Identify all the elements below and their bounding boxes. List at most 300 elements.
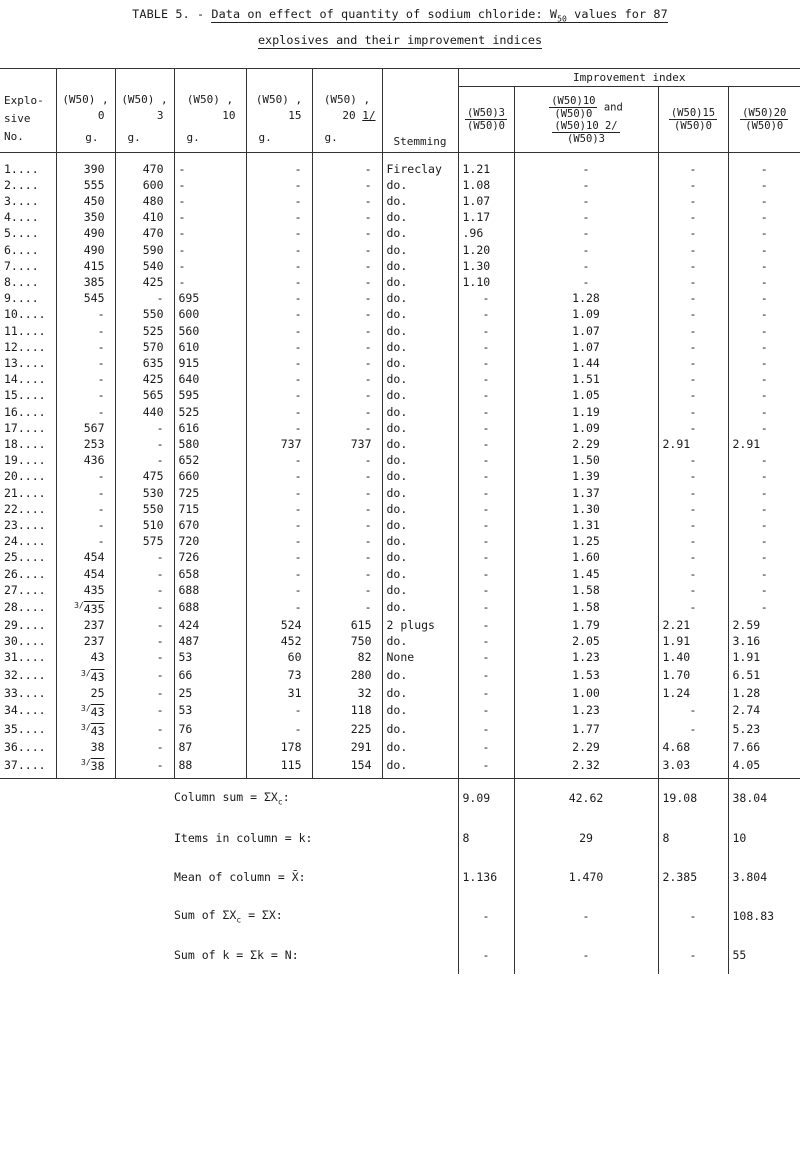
cell-i20: 6.51	[728, 666, 800, 685]
cell-no: 2....	[4, 177, 39, 192]
cell-w0: $^{3/}$43	[56, 701, 115, 720]
table-row	[0, 339, 800, 355]
cell-i15: -	[658, 452, 728, 468]
cell-i3: -	[458, 720, 514, 739]
cell-no: 11....	[4, 323, 46, 338]
cell-i10: 1.50	[514, 452, 658, 468]
table-row	[0, 517, 800, 533]
cell-i15: 2.21	[658, 617, 728, 633]
cell-i20: -	[728, 533, 800, 549]
cell-no: 18....	[4, 436, 46, 451]
cell-w15: -	[246, 720, 312, 739]
cell-i20: -	[728, 387, 800, 403]
cell-i3: -	[458, 739, 514, 755]
cell-i10: 1.58	[514, 582, 658, 598]
cell-w20: -	[312, 177, 382, 193]
cell-i3: -	[458, 404, 514, 420]
cell-w15: -	[246, 258, 312, 274]
cell-w3: -	[115, 739, 174, 755]
footnote-marker: 3/	[74, 600, 84, 610]
cell-w20: 291	[312, 739, 382, 755]
cell-w0: 350	[56, 209, 115, 225]
cell-i10: -	[514, 242, 658, 258]
cell-i3: -	[458, 452, 514, 468]
improvement-index-header: Improvement index	[458, 69, 800, 87]
cell-w0: $^{3/}$38	[56, 755, 115, 774]
cell-w20: 154	[312, 755, 382, 774]
summary-i20: 38.04	[728, 778, 800, 818]
cell-i10: 1.23	[514, 701, 658, 720]
cell-no: 9....	[4, 291, 39, 306]
cell-i15: -	[658, 371, 728, 387]
cell-w10: -	[174, 225, 246, 241]
cell-no: 14....	[4, 372, 46, 387]
cell-i20: 1.28	[728, 685, 800, 701]
cell-i3: -	[458, 485, 514, 501]
table-row	[0, 598, 800, 617]
cell-no: 19....	[4, 453, 46, 468]
table-row	[0, 177, 800, 193]
cell-i15: -	[658, 468, 728, 484]
cell-stem: do.	[382, 755, 458, 774]
cell-i10: 1.09	[514, 420, 658, 436]
cell-i10: -	[514, 258, 658, 274]
cell-stem: do.	[382, 436, 458, 452]
summary-i15: 8	[658, 818, 728, 857]
cell-w20: -	[312, 598, 382, 617]
cell-stem: do.	[382, 306, 458, 322]
cell-w15: -	[246, 290, 312, 306]
cell-w20: 225	[312, 720, 382, 739]
cell-no: 31....	[4, 650, 46, 665]
cell-no: 6....	[4, 242, 39, 257]
summary-section	[0, 778, 800, 974]
cell-w15: -	[246, 225, 312, 241]
cell-i3: 1.30	[458, 258, 514, 274]
cell-i10: 1.31	[514, 517, 658, 533]
cell-i15: -	[658, 193, 728, 209]
summary-i20: 10	[728, 818, 800, 857]
cell-i15: 4.68	[658, 739, 728, 755]
cell-i20: 2.74	[728, 701, 800, 720]
cell-w0: 555	[56, 177, 115, 193]
cell-no: 33....	[4, 685, 46, 700]
cell-w20: -	[312, 452, 382, 468]
cell-w10: 595	[174, 387, 246, 403]
cell-w15: -	[246, 177, 312, 193]
cell-i10: 2.05	[514, 633, 658, 649]
data-table	[0, 68, 800, 974]
cell-no: 25....	[4, 550, 46, 565]
cell-stem: 2 plugs	[382, 617, 458, 633]
cell-w10: 715	[174, 501, 246, 517]
cell-w20: -	[312, 258, 382, 274]
table-row	[0, 290, 800, 306]
cell-i20: -	[728, 193, 800, 209]
cell-w20: -	[312, 533, 382, 549]
cell-stem: do.	[382, 485, 458, 501]
cell-i15: 2.91	[658, 436, 728, 452]
cell-i10: 2.32	[514, 755, 658, 774]
cell-w20: -	[312, 274, 382, 290]
cell-i10: 1.58	[514, 598, 658, 617]
summary-i15: 2.385	[658, 857, 728, 896]
cell-i20: 2.59	[728, 617, 800, 633]
cell-w3: -	[115, 666, 174, 685]
cell-i10: 1.19	[514, 404, 658, 420]
cell-stem: do.	[382, 468, 458, 484]
summary-i3: 1.136	[458, 857, 514, 896]
cell-stem: do.	[382, 387, 458, 403]
cell-i15: -	[658, 306, 728, 322]
cell-stem: do.	[382, 533, 458, 549]
cell-i20: -	[728, 258, 800, 274]
cell-w15: -	[246, 566, 312, 582]
cell-w0: 38	[56, 739, 115, 755]
cell-w10: 610	[174, 339, 246, 355]
cell-w20: -	[312, 501, 382, 517]
cell-i20: -	[728, 582, 800, 598]
cell-i3: -	[458, 582, 514, 598]
cell-i10: 1.28	[514, 290, 658, 306]
cell-w10: 652	[174, 452, 246, 468]
cell-i3: -	[458, 420, 514, 436]
cell-i10: 1.77	[514, 720, 658, 739]
cell-w15: -	[246, 242, 312, 258]
cell-w10: 53	[174, 701, 246, 720]
cell-w3: -	[115, 566, 174, 582]
cell-i3: -	[458, 649, 514, 665]
cell-w10: 915	[174, 355, 246, 371]
cell-w0: 415	[56, 258, 115, 274]
cell-i20: -	[728, 161, 800, 177]
cell-no: 37....	[4, 757, 46, 772]
cell-w0: 237	[56, 617, 115, 633]
cell-i15: -	[658, 420, 728, 436]
cell-stem: do.	[382, 258, 458, 274]
table-row	[0, 582, 800, 598]
cell-stem: do.	[382, 323, 458, 339]
cell-i3: -	[458, 371, 514, 387]
cell-i20: -	[728, 242, 800, 258]
cell-no: 30....	[4, 634, 46, 649]
cell-stem: do.	[382, 501, 458, 517]
cell-w3: -	[115, 452, 174, 468]
summary-label: Items in column = k:	[174, 830, 313, 845]
cell-i10: -	[514, 177, 658, 193]
cell-i10: -	[514, 274, 658, 290]
cell-i3: -	[458, 436, 514, 452]
cell-stem: do.	[382, 633, 458, 649]
cell-stem: do.	[382, 685, 458, 701]
footnote-marker: 3/	[81, 668, 91, 678]
cell-i3: -	[458, 355, 514, 371]
cell-w15: -	[246, 371, 312, 387]
cell-w20: -	[312, 566, 382, 582]
summary-i10: -	[514, 896, 658, 935]
w50-20-header: (W50) , 20 1/ g.	[312, 87, 382, 153]
table-row	[0, 258, 800, 274]
cell-stem: do.	[382, 598, 458, 617]
cell-w15: -	[246, 355, 312, 371]
cell-i15: -	[658, 404, 728, 420]
cell-w15: -	[246, 549, 312, 565]
footnote-marker: 3/	[81, 703, 91, 713]
cell-w0: -	[56, 387, 115, 403]
cell-i3: .96	[458, 225, 514, 241]
summary-label: Mean of column = X̄:	[174, 869, 306, 884]
summary-i15: -	[658, 896, 728, 935]
cell-w15: -	[246, 598, 312, 617]
cell-i15: -	[658, 387, 728, 403]
cell-w0: $^{3/}$435	[56, 598, 115, 617]
cell-w0: -	[56, 355, 115, 371]
summary-i3: -	[458, 896, 514, 935]
cell-w10: 670	[174, 517, 246, 533]
cell-w10: 600	[174, 306, 246, 322]
ii-20-header: $\frac{(W50)20}{(W50)0}$	[728, 87, 800, 153]
cell-i20: -	[728, 468, 800, 484]
cell-i20: -	[728, 501, 800, 517]
cell-w15: -	[246, 387, 312, 403]
summary-row	[0, 778, 800, 818]
cell-w10: 695	[174, 290, 246, 306]
cell-w10: 688	[174, 582, 246, 598]
cell-w10: 25	[174, 685, 246, 701]
cell-i15: -	[658, 225, 728, 241]
cell-no: 3....	[4, 193, 39, 208]
cell-stem: do.	[382, 582, 458, 598]
cell-w10: 87	[174, 739, 246, 755]
cell-w20: 737	[312, 436, 382, 452]
cell-w10: -	[174, 242, 246, 258]
cell-w3: -	[115, 436, 174, 452]
footnote-marker: 3/	[81, 758, 91, 768]
table-row	[0, 549, 800, 565]
cell-w10: -	[174, 209, 246, 225]
cell-w10: -	[174, 258, 246, 274]
cell-stem: Fireclay	[382, 161, 458, 177]
table-row	[0, 355, 800, 371]
cell-i20: 3.16	[728, 633, 800, 649]
cell-i10: 1.44	[514, 355, 658, 371]
cell-w10: 53	[174, 649, 246, 665]
cell-i10: 1.37	[514, 485, 658, 501]
cell-i20: -	[728, 404, 800, 420]
cell-w3: -	[115, 685, 174, 701]
cell-no: 21....	[4, 485, 46, 500]
cell-w20: -	[312, 323, 382, 339]
cell-w15: -	[246, 274, 312, 290]
cell-w0: 25	[56, 685, 115, 701]
cell-i3: 1.08	[458, 177, 514, 193]
cell-w10: 580	[174, 436, 246, 452]
cell-w15: -	[246, 701, 312, 720]
cell-w10: -	[174, 274, 246, 290]
table-row	[0, 501, 800, 517]
summary-label: Sum of $\Sigma X_c = \Sigma X$:	[174, 907, 283, 924]
cell-i3: -	[458, 339, 514, 355]
cell-w0: -	[56, 485, 115, 501]
table-row	[0, 225, 800, 241]
cell-w0: 545	[56, 290, 115, 306]
cell-no: 35....	[4, 722, 46, 737]
cell-stem: do.	[382, 242, 458, 258]
cell-w15: -	[246, 485, 312, 501]
cell-i15: -	[658, 582, 728, 598]
cell-stem: do.	[382, 193, 458, 209]
cell-no: 5....	[4, 226, 39, 241]
cell-i15: -	[658, 177, 728, 193]
table-row	[0, 387, 800, 403]
cell-w15: -	[246, 404, 312, 420]
cell-w3: -	[115, 290, 174, 306]
cell-stem: do.	[382, 290, 458, 306]
cell-w0: 390	[56, 161, 115, 177]
cell-i20: -	[728, 485, 800, 501]
cell-i15: -	[658, 566, 728, 582]
cell-i15: -	[658, 274, 728, 290]
cell-stem: do.	[382, 517, 458, 533]
cell-w3: 575	[115, 533, 174, 549]
table-row	[0, 633, 800, 649]
table-row	[0, 452, 800, 468]
title-prefix: TABLE 5. -	[132, 7, 212, 21]
cell-no: 13....	[4, 355, 46, 370]
cell-w0: 567	[56, 420, 115, 436]
ii-10-header: $\frac{(W50)10}{(W50)0}$ and $\frac{(W50)10 2/}{(W50)3}$	[514, 87, 658, 153]
cell-i10: 1.53	[514, 666, 658, 685]
cell-w0: -	[56, 323, 115, 339]
cell-w0: -	[56, 517, 115, 533]
cell-stem: do.	[382, 452, 458, 468]
cell-i20: -	[728, 225, 800, 241]
cell-i3: -	[458, 501, 514, 517]
summary-i3: -	[458, 935, 514, 974]
cell-i15: 3.03	[658, 755, 728, 774]
summary-label: Sum of k = Σk = N:	[174, 947, 299, 962]
table-row	[0, 468, 800, 484]
cell-i3: -	[458, 517, 514, 533]
w50-3-header: (W50) , 3 g.	[115, 87, 174, 153]
cell-w15: 178	[246, 739, 312, 755]
cell-i10: 1.07	[514, 323, 658, 339]
cell-w0: $^{3/}$43	[56, 720, 115, 739]
cell-i3: -	[458, 533, 514, 549]
cell-i15: 1.91	[658, 633, 728, 649]
cell-no: 32....	[4, 668, 46, 683]
summary-i20: 108.83	[728, 896, 800, 935]
cell-w15: -	[246, 452, 312, 468]
cell-w20: 82	[312, 649, 382, 665]
cell-i3: -	[458, 598, 514, 617]
table-row	[0, 371, 800, 387]
cell-no: 28....	[4, 600, 46, 615]
cell-w15: 115	[246, 755, 312, 774]
cell-i20: -	[728, 274, 800, 290]
cell-w3: 525	[115, 323, 174, 339]
cell-w3: 550	[115, 501, 174, 517]
cell-i20: 7.66	[728, 739, 800, 755]
cell-i20: -	[728, 306, 800, 322]
cell-w10: 487	[174, 633, 246, 649]
table-row	[0, 720, 800, 739]
cell-w10: 640	[174, 371, 246, 387]
cell-w3: 600	[115, 177, 174, 193]
cell-w15: -	[246, 468, 312, 484]
cell-w0: 450	[56, 193, 115, 209]
cell-w10: 726	[174, 549, 246, 565]
title-line-2	[0, 30, 800, 50]
cell-w0: 385	[56, 274, 115, 290]
cell-i10: 1.51	[514, 371, 658, 387]
cell-w0: -	[56, 371, 115, 387]
cell-i10: 1.45	[514, 566, 658, 582]
cell-w3: -	[115, 420, 174, 436]
cell-stem: do.	[382, 566, 458, 582]
cell-i10: 1.09	[514, 306, 658, 322]
cell-stem: do.	[382, 720, 458, 739]
cell-w20: -	[312, 193, 382, 209]
cell-no: 36....	[4, 739, 46, 754]
cell-i20: 2.91	[728, 436, 800, 452]
cell-i15: -	[658, 209, 728, 225]
cell-w3: 635	[115, 355, 174, 371]
title-line-1	[0, 3, 800, 30]
cell-w20: 750	[312, 633, 382, 649]
cell-w20: -	[312, 420, 382, 436]
cell-w20: -	[312, 339, 382, 355]
cell-stem: do.	[382, 355, 458, 371]
cell-w3: 590	[115, 242, 174, 258]
table-row	[0, 617, 800, 633]
cell-stem: do.	[382, 701, 458, 720]
cell-i15: -	[658, 501, 728, 517]
w50-10-header: (W50) , 10 g.	[174, 87, 246, 153]
cell-w3: 440	[115, 404, 174, 420]
cell-i15: -	[658, 161, 728, 177]
cell-w15: -	[246, 209, 312, 225]
cell-w10: 688	[174, 598, 246, 617]
cell-no: 10....	[4, 307, 46, 322]
cell-stem: do.	[382, 404, 458, 420]
cell-w0: 43	[56, 649, 115, 665]
summary-i20: 55	[728, 935, 800, 974]
cell-w15: 31	[246, 685, 312, 701]
cell-i3: 1.10	[458, 274, 514, 290]
cell-w0: 490	[56, 225, 115, 241]
cell-w10: 424	[174, 617, 246, 633]
cell-no: 27....	[4, 582, 46, 597]
cell-w0: 454	[56, 566, 115, 582]
cell-stem: do.	[382, 549, 458, 565]
cell-i15: -	[658, 290, 728, 306]
cell-i3: -	[458, 566, 514, 582]
cell-i3: -	[458, 617, 514, 633]
cell-w3: 470	[115, 161, 174, 177]
cell-no: 24....	[4, 534, 46, 549]
table-row	[0, 485, 800, 501]
cell-stem: do.	[382, 739, 458, 755]
cell-i10: 1.79	[514, 617, 658, 633]
cell-w3: 550	[115, 306, 174, 322]
cell-w15: -	[246, 420, 312, 436]
cell-w20: -	[312, 485, 382, 501]
table-row	[0, 420, 800, 436]
cell-w20: -	[312, 225, 382, 241]
cell-i20: 4.05	[728, 755, 800, 774]
cell-i20: 5.23	[728, 720, 800, 739]
